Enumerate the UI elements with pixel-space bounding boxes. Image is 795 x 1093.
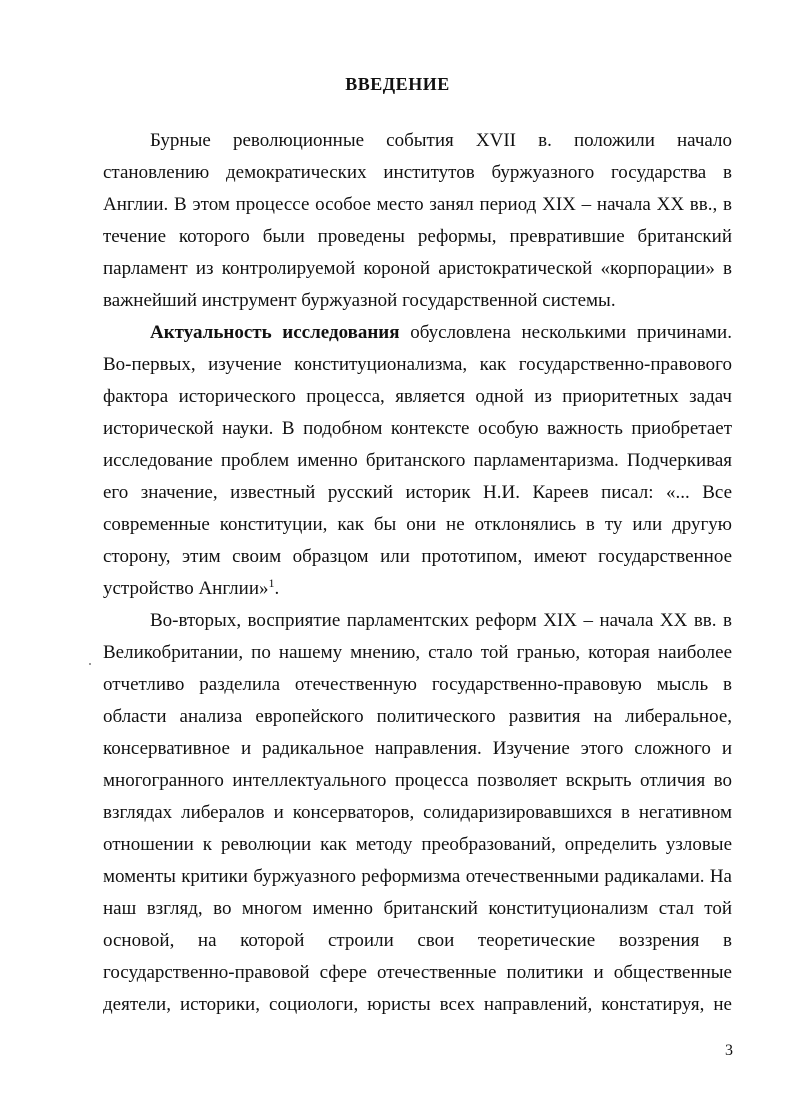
text-line: [103, 574, 732, 604]
text-line: Во-первых, изучение конституционализма, как государственно-правового: [103, 354, 732, 375]
text-span: .: [274, 578, 280, 599]
text-line: фактора исторического процесса, является одной из приоритетных задач: [103, 386, 732, 407]
text-span: обусловлена несколькими причинами.: [399, 322, 732, 343]
text-line: течение которого были проведены реформы, превратившие британский: [103, 226, 732, 247]
text-line: отношении к революции как методу преобразований, определить узловые: [103, 834, 732, 855]
text-line: сторону, этим своим образцом или прототипом, имеют государственное: [103, 546, 732, 567]
text-line: многогранного интеллектуального процесса позволяет вскрыть отличия во: [103, 770, 732, 791]
section-heading-inline: Актуальность исследования: [150, 322, 400, 343]
page-title: ВВЕДЕНИЕ: [345, 74, 450, 94]
page-number: 3: [725, 1042, 733, 1059]
text-line: важнейший инструмент буржуазной государственной системы.: [103, 290, 616, 311]
text-line: основой, на которой строили свои теоретические воззрения в: [103, 930, 732, 951]
text-line: его значение, известный русский историк Н.И. Кареев писал: «... Все: [103, 482, 732, 503]
text-line: парламент из контролируемой короной аристократической «корпорации» в: [103, 258, 732, 279]
text-line: становлению демократических институтов буржуазного государства в: [103, 162, 732, 183]
text-line: Во-вторых, восприятие парламентских реформ XIX – начала XX вв. в: [150, 610, 732, 631]
text-line: Великобритании, по нашему мнению, стало той гранью, которая наиболее: [103, 642, 732, 663]
text-line: консервативное и радикальное направления. Изучение этого сложного и: [103, 738, 732, 759]
text-line: взглядах либералов и консерваторов, солидаризировавшихся в негативном: [103, 802, 732, 823]
text-line: [150, 318, 732, 348]
text-line: исторической науки. В подобном контексте особую важность приобретает: [103, 418, 732, 439]
text-line: Англии. В этом процессе особое место занял период XIX – начала XX вв., в: [103, 194, 732, 215]
text-line: государственно-правовой сфере отечественные политики и общественные: [103, 962, 732, 983]
text-line: наш взгляд, во многом именно британский конституционализм стал той: [103, 898, 732, 919]
text-line: отчетливо разделила отечественную государственно-правовую мысль в: [103, 674, 732, 695]
text-line: Бурные революционные события XVII в. положили начало: [150, 130, 732, 151]
footnote-marker: 1: [268, 576, 275, 590]
text-line: современные конституции, как бы они не отклонялись в ту или другую: [103, 514, 732, 535]
text-line: деятели, историки, социологи, юристы всех направлений, констатируя, не: [103, 994, 732, 1015]
text-span: устройство Англии»: [103, 578, 269, 599]
scan-artifact: [89, 663, 91, 665]
text-line: моменты критики буржуазного реформизма отечественными радикалами. На: [103, 866, 732, 887]
text-line: исследование проблем именно британского парламентаризма. Подчеркивая: [103, 450, 732, 471]
text-line: области анализа европейского политического развития на либеральное,: [103, 706, 732, 727]
